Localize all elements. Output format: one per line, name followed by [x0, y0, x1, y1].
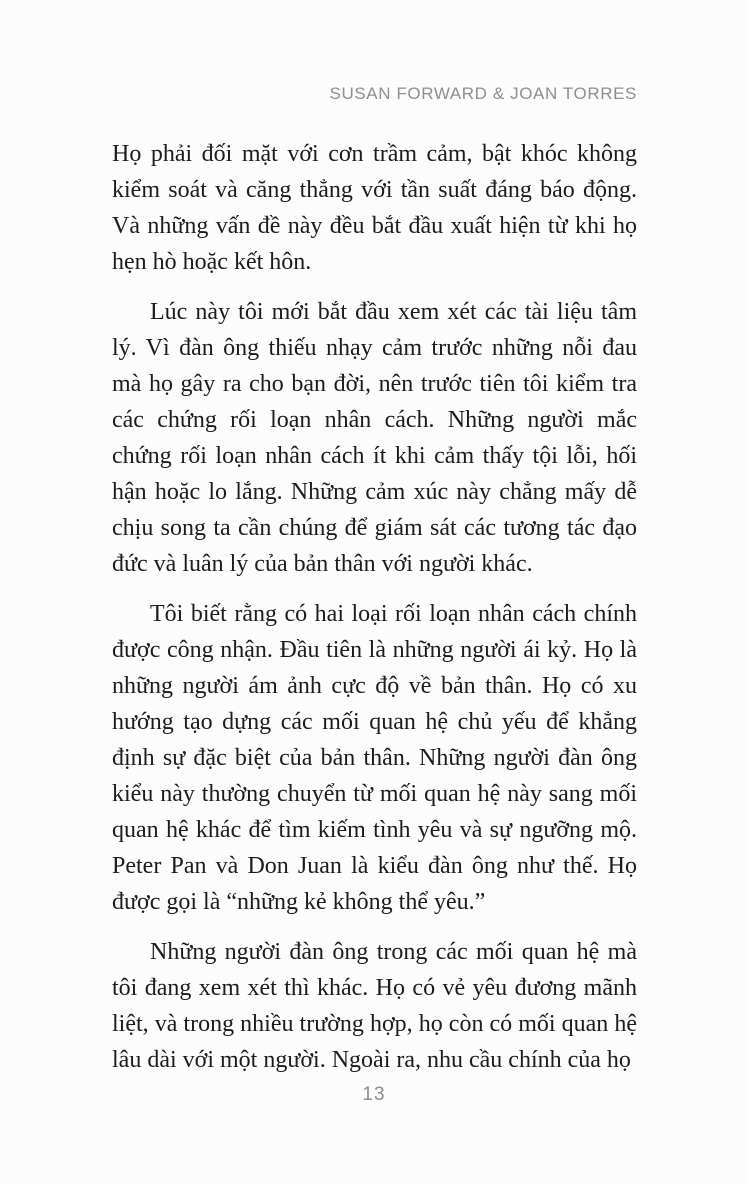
page-body-text [112, 136, 637, 1078]
page-number: 13 [362, 1084, 386, 1105]
body-paragraph: Họ phải đối mặt với cơn trầm cảm, bật khóc không kiểm soát và căng thẳng với tần suất đáng báo động. Và những vấn đề này đều bắt đầu xuất hiện từ khi họ hẹn hò hoặc kết hôn. [112, 141, 637, 275]
body-paragraph: Những người đàn ông trong các mối quan hệ mà tôi đang xem xét thì khác. Họ có vẻ yêu đương mãnh liệt, và trong nhiều trường hợp, họ còn có mối quan hệ lâu dài với một người. Ngoài ra, nhu cầu chính của họ [112, 939, 637, 1073]
body-paragraph: Tôi biết rằng có hai loại rối loạn nhân cách chính được công nhận. Đầu tiên là những người ái kỷ. Họ là những người ám ảnh cực độ về bản thân. Họ có xu hướng tạo dựng các mối quan hệ chủ yếu để khẳng định sự đặc biệt của bản thân. Những người đàn ông kiểu này thường chuyển từ mối quan hệ này sang mối quan hệ khác để tìm kiếm tình yêu và sự ngưỡng mộ. Peter Pan và Don Juan là kiểu đàn ông như thế. Họ được gọi là “những kẻ không thể yêu.” [112, 601, 637, 915]
body-paragraph: Lúc này tôi mới bắt đầu xem xét các tài liệu tâm lý. Vì đàn ông thiếu nhạy cảm trước những nỗi đau mà họ gây ra cho bạn đời, nên trước tiên tôi kiểm tra các chứng rối loạn nhân cách. Những người mắc chứng rối loạn nhân cách ít khi cảm thấy tội lỗi, hối hận hoặc lo lắng. Những cảm xúc này chẳng mấy dễ chịu song ta cần chúng để giám sát các tương tác đạo đức và luân lý của bản thân với người khác. [112, 299, 637, 577]
running-header-authors: SUSAN FORWARD & JOAN TORRES [329, 84, 637, 103]
